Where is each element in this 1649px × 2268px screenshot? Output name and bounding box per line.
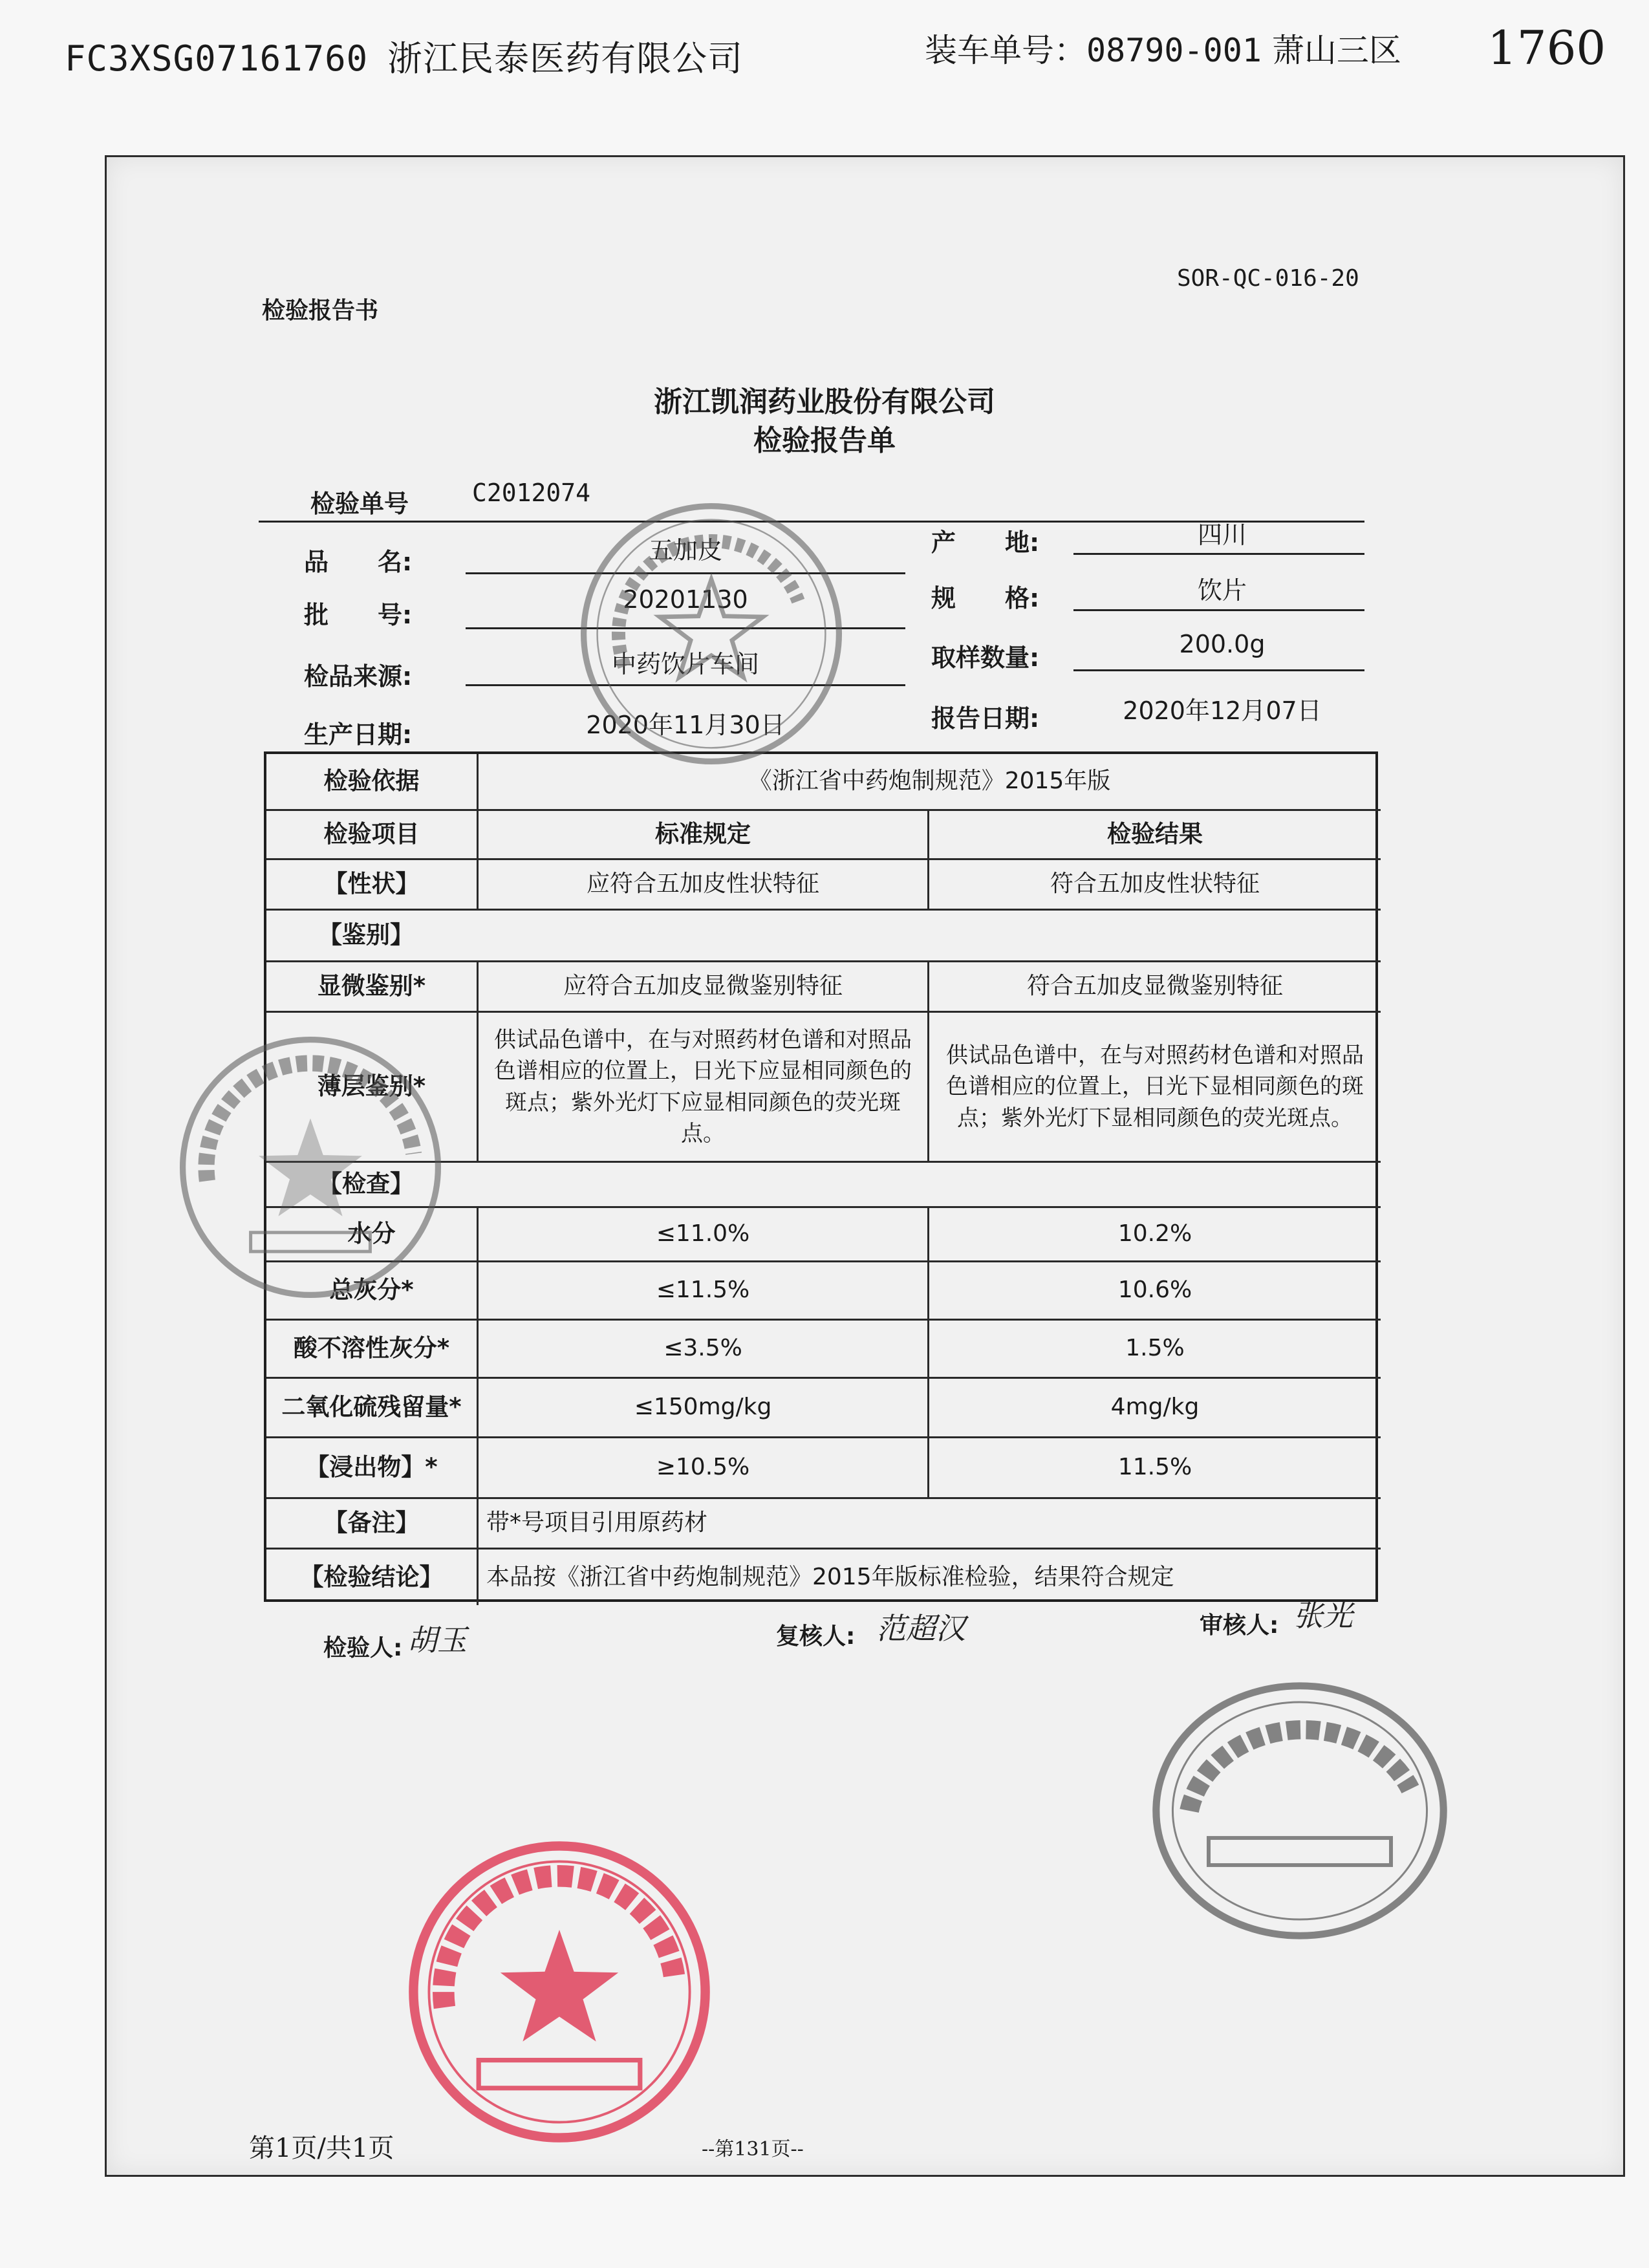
kairun-sales-seal bbox=[175, 1031, 446, 1303]
remark-label: 【备注】 bbox=[266, 1499, 479, 1550]
remark-value: 带*号项目引用原药材 bbox=[479, 1499, 1381, 1550]
appearance-label: 【性状】 bbox=[266, 860, 479, 911]
basis-value: 《浙江省中药炮制规范》2015年版 bbox=[479, 754, 1381, 811]
report-title: 检验报告单 bbox=[753, 424, 896, 457]
sample-quantity: 200.0g bbox=[1179, 630, 1266, 658]
moisture-label: 水分 bbox=[266, 1208, 479, 1262]
sample-qty-label: 取样数量: bbox=[931, 643, 1040, 672]
extract-standard: ≥10.5% bbox=[479, 1438, 929, 1499]
district: 萧山三区 bbox=[1271, 32, 1401, 69]
report-no-label: 检验单号 bbox=[310, 490, 409, 518]
microscopic-standard: 应符合五加皮显微鉴别特征 bbox=[479, 962, 929, 1013]
batch-page-number: --第131页-- bbox=[702, 2138, 804, 2161]
acid-ash-standard: ≤3.5% bbox=[479, 1321, 929, 1379]
conclusion-value: 本品按《浙江省中药炮制规范》2015年版标准检验，结果符合规定 bbox=[486, 1563, 1174, 1590]
jiuzhoutong-seal bbox=[1148, 1675, 1452, 1947]
microscopic-label: 显微鉴别* bbox=[266, 962, 479, 1013]
result-header: 检验结果 bbox=[929, 811, 1381, 860]
inspection-section: 【检查】 bbox=[266, 1163, 1381, 1208]
stamp-company: 浙江民泰医药有限公司 bbox=[387, 38, 744, 79]
moisture-standard: ≤11.0% bbox=[479, 1208, 929, 1262]
document-code: SOR-QC-016-20 bbox=[1177, 265, 1359, 292]
divider bbox=[1073, 669, 1364, 671]
conclusion-label: 【检验结论】 bbox=[266, 1550, 479, 1605]
tlc-label: 薄层鉴别* bbox=[266, 1013, 479, 1163]
total-ash-standard: ≤11.5% bbox=[479, 1262, 929, 1321]
extract-label: 【浸出物】* bbox=[266, 1438, 479, 1499]
report-date: 2020年12月07日 bbox=[1123, 697, 1322, 725]
page-indicator: 第1页/共1页 bbox=[249, 2133, 394, 2163]
product-label: 品 名: bbox=[304, 548, 413, 576]
production-date: 2020年11月30日 bbox=[586, 711, 785, 739]
product-name: 五加皮 bbox=[648, 536, 722, 565]
moisture-result: 10.2% bbox=[929, 1208, 1381, 1262]
batch-number: 20201130 bbox=[623, 585, 748, 614]
divider bbox=[1073, 609, 1364, 611]
approver-signature: 张光 bbox=[1293, 1598, 1353, 1633]
loading-label: 装车单号： bbox=[925, 32, 1086, 69]
approver-label: 审核人: bbox=[1200, 1612, 1279, 1639]
source-label: 检品来源: bbox=[304, 662, 413, 691]
inspector-signature: 胡玉 bbox=[407, 1623, 467, 1658]
mintai-seal bbox=[401, 1837, 718, 2147]
batch-label: 批 号: bbox=[304, 601, 413, 629]
reviewer-signature: 范超汉 bbox=[876, 1611, 965, 1646]
origin-label: 产 地: bbox=[931, 528, 1040, 557]
so2-label: 二氧化硫残留量* bbox=[266, 1379, 479, 1438]
total-ash-label: 总灰分* bbox=[266, 1262, 479, 1321]
report-date-label: 报告日期: bbox=[931, 704, 1040, 733]
reviewer-label: 复核人: bbox=[776, 1623, 856, 1650]
stamp-number: 1760 bbox=[1487, 21, 1606, 75]
loading-number: 08790-001 bbox=[1086, 32, 1262, 69]
seal-graphic bbox=[175, 1031, 446, 1303]
so2-standard: ≤150mg/kg bbox=[479, 1379, 929, 1438]
basis-label: 检验依据 bbox=[266, 754, 479, 811]
seal-graphic bbox=[1148, 1675, 1452, 1947]
stamp-code: FC3XSG07161760 bbox=[65, 38, 369, 79]
spec-label: 规 格: bbox=[931, 584, 1040, 612]
acid-ash-label: 酸不溶性灰分* bbox=[266, 1321, 479, 1379]
loading-number-line bbox=[925, 25, 1401, 71]
inspector-label: 检验人: bbox=[323, 1635, 403, 1661]
appearance-result: 符合五加皮性状特征 bbox=[929, 860, 1381, 911]
sample-source: 中药饮片车间 bbox=[611, 650, 759, 678]
item-header: 检验项目 bbox=[266, 811, 479, 860]
seal-graphic bbox=[576, 498, 847, 770]
kairun-company-seal bbox=[576, 498, 847, 770]
microscopic-result: 符合五加皮显微鉴别特征 bbox=[929, 962, 1381, 1013]
seal-graphic bbox=[401, 1837, 718, 2147]
divider bbox=[1073, 553, 1364, 555]
standard-header: 标准规定 bbox=[479, 811, 929, 860]
stamp-code-line bbox=[65, 31, 743, 81]
so2-result: 4mg/kg bbox=[929, 1379, 1381, 1438]
acid-ash-result: 1.5% bbox=[929, 1321, 1381, 1379]
document-label: 检验报告书 bbox=[262, 297, 379, 324]
extract-result: 11.5% bbox=[929, 1438, 1381, 1499]
appearance-standard: 应符合五加皮性状特征 bbox=[479, 860, 929, 911]
tlc-standard: 供试品色谱中，在与对照药材色谱和对照品色谱相应的位置上，日光下应显相同颜色的斑点；紫外光灯下应显相同颜色的荧光斑点。 bbox=[479, 1013, 929, 1163]
identification-section: 【鉴别】 bbox=[266, 911, 1381, 962]
report-no: C2012074 bbox=[472, 479, 591, 507]
total-ash-result: 10.6% bbox=[929, 1262, 1381, 1321]
origin: 四川 bbox=[1197, 521, 1247, 549]
spec: 饮片 bbox=[1197, 576, 1247, 605]
tlc-result: 供试品色谱中，在与对照药材色谱和对照品色谱相应的位置上，日光下显相同颜色的斑点；紫外光灯下显相同颜色的荧光斑点。 bbox=[929, 1013, 1381, 1163]
issuer-company: 浙江凯润药业股份有限公司 bbox=[654, 385, 995, 418]
production-date-label: 生产日期: bbox=[304, 720, 413, 749]
